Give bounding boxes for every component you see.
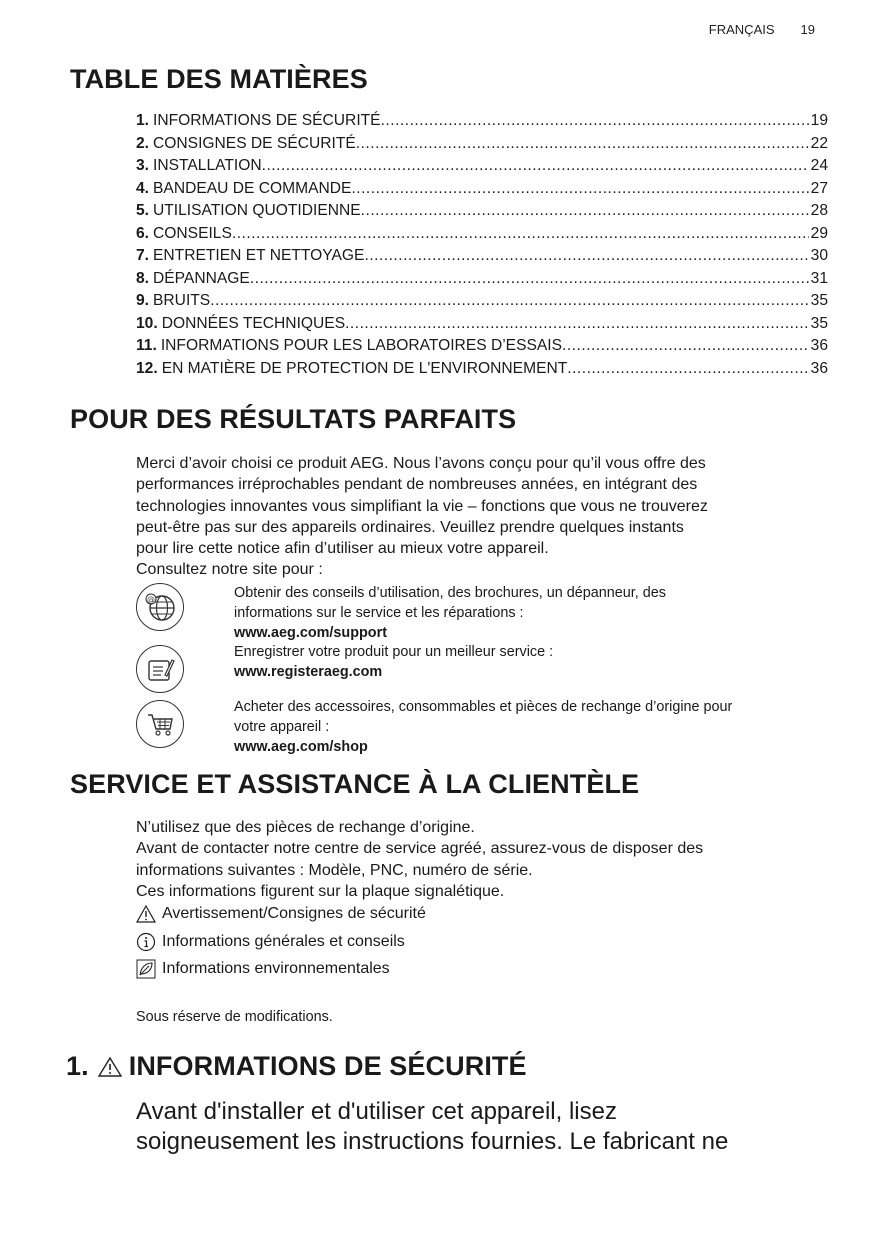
toc-item-label: DONNÉES TECHNIQUES xyxy=(161,314,346,332)
toc-leader xyxy=(210,290,808,313)
toc-item-label: EN MATIÈRE DE PROTECTION DE L'ENVIRONNEMENT xyxy=(161,359,568,377)
toc-leader xyxy=(562,335,809,358)
toc-item-label: ENTRETIEN ET NETTOYAGE xyxy=(153,247,365,264)
modifications-note: Sous réserve de modifications. xyxy=(136,1009,333,1025)
header-language: FRANÇAIS xyxy=(708,22,775,37)
toc-item-number: 4. xyxy=(136,179,150,197)
toc-item-page: 30 xyxy=(810,247,828,264)
toc-leader xyxy=(262,155,809,178)
toc-item-page: 29 xyxy=(810,224,828,242)
toc-item-number: 10. xyxy=(136,314,158,332)
toc-item[interactable] xyxy=(136,155,828,178)
support-text xyxy=(234,583,824,643)
safety-section-label: INFORMATIONS DE SÉCURITÉ xyxy=(128,1051,527,1081)
table-of-contents xyxy=(136,110,828,380)
toc-leader xyxy=(351,178,808,201)
register-text xyxy=(234,642,824,682)
legend-info xyxy=(136,932,405,952)
support-row xyxy=(136,583,826,641)
shop-line-1: Acheter des accessoires, consommables et pièces de rechange d’origine pour xyxy=(234,699,733,715)
intro-line: pour lire cette notice afin d’utiliser au mieux votre appareil. xyxy=(136,540,549,558)
toc-item-page: 36 xyxy=(810,359,828,377)
service-line: informations suivantes : Modèle, PNC, numéro de série. xyxy=(136,861,533,879)
toc-item-number: 11. xyxy=(136,337,157,354)
toc-item-page: 28 xyxy=(810,202,828,219)
toc-item-label: DÉPANNAGE xyxy=(153,269,250,287)
service-line: N’utilisez que des pièces de rechange d’origine. xyxy=(136,819,475,836)
toc-item-page: 35 xyxy=(810,314,828,332)
toc-item[interactable] xyxy=(136,335,828,358)
intro-line: technologies innovantes vous simplifiant la vie – fonctions que vous ne trouverez xyxy=(136,497,708,515)
service-line: Ces informations figurent sur la plaque signalétique. xyxy=(136,882,505,900)
toc-item[interactable] xyxy=(136,358,828,381)
toc-item-page: 36 xyxy=(810,337,828,354)
toc-item[interactable] xyxy=(136,223,828,246)
legend-environment xyxy=(136,959,390,979)
toc-item-number: 6. xyxy=(136,224,150,242)
toc-item-number: 5. xyxy=(136,202,150,219)
toc-item-label: BANDEAU DE COMMANDE xyxy=(153,179,352,197)
register-form-icon xyxy=(136,645,184,693)
toc-item-page: 31 xyxy=(810,269,828,287)
toc-item[interactable] xyxy=(136,133,828,156)
intro-line: Merci d’avoir choisi ce produit AEG. Nous l’avons conçu pour qu’il vous offre des xyxy=(136,455,706,472)
toc-leader xyxy=(361,200,809,223)
toc-item-number: 12. xyxy=(136,359,158,377)
svg-text:@: @ xyxy=(147,595,155,604)
warning-icon xyxy=(97,1056,123,1078)
register-link[interactable]: www.registeraeg.com xyxy=(234,664,383,680)
safety-intro xyxy=(136,1097,836,1157)
toc-item-number: 7. xyxy=(136,247,150,264)
toc-item[interactable] xyxy=(136,200,828,223)
toc-leader xyxy=(345,313,809,336)
toc-item[interactable] xyxy=(136,245,828,268)
safety-line: Avant d'installer et d'utiliser cet appareil, lisez xyxy=(136,1098,617,1125)
page-header xyxy=(709,22,815,37)
toc-item-label: INFORMATIONS POUR LES LABORATOIRES D’ESSAIS xyxy=(160,337,563,354)
support-link[interactable]: www.aeg.com/support xyxy=(234,625,387,641)
legend-environment-label: Informations environnementales xyxy=(162,960,390,977)
toc-leader xyxy=(356,133,809,156)
toc-leader xyxy=(381,110,809,133)
results-intro xyxy=(136,453,826,581)
service-intro xyxy=(136,817,826,902)
legend-warning xyxy=(136,905,426,923)
legend-warning-label: Avertissement/Consignes de sécurité xyxy=(162,905,426,922)
safety-section-number: 1. xyxy=(66,1051,89,1081)
shop-text xyxy=(234,697,824,757)
toc-leader xyxy=(364,245,808,268)
globe-icon xyxy=(136,583,184,631)
safety-section-title xyxy=(66,1051,527,1082)
toc-leader xyxy=(567,358,808,381)
register-row xyxy=(136,645,826,693)
toc-item-label: UTILISATION QUOTIDIENNE xyxy=(153,202,361,219)
toc-item-number: 9. xyxy=(136,292,150,309)
warning-icon xyxy=(136,905,156,923)
shop-row xyxy=(136,699,826,755)
toc-item-page: 19 xyxy=(810,112,828,129)
toc-item-label: CONSIGNES DE SÉCURITÉ xyxy=(153,134,356,152)
toc-item-page: 35 xyxy=(810,292,828,309)
support-line-2: informations sur le service et les réparations : xyxy=(234,605,524,621)
toc-item[interactable] xyxy=(136,290,828,313)
toc-item-page: 24 xyxy=(810,157,828,174)
register-line-1: Enregistrer votre produit pour un meilleur service : xyxy=(234,644,554,660)
toc-item-page: 22 xyxy=(810,134,828,152)
toc-item-number: 8. xyxy=(136,269,150,287)
service-line: Avant de contacter notre centre de service agréé, assurez-vous de disposer des xyxy=(136,840,704,858)
toc-item[interactable] xyxy=(136,110,828,133)
service-section-title: SERVICE ET ASSISTANCE À LA CLIENTÈLE xyxy=(70,769,640,799)
safety-line: soigneusement les instructions fournies. Le fabricant ne xyxy=(136,1128,729,1155)
shop-link[interactable]: www.aeg.com/shop xyxy=(234,739,368,755)
info-icon xyxy=(136,932,156,952)
support-line-1: Obtenir des conseils d’utilisation, des brochures, un dépanneur, des xyxy=(234,585,666,601)
toc-item-number: 3. xyxy=(136,157,150,174)
shop-line-2: votre appareil : xyxy=(234,719,330,735)
toc-item-label: INFORMATIONS DE SÉCURITÉ xyxy=(153,112,381,129)
toc-item[interactable] xyxy=(136,178,828,201)
toc-leader xyxy=(250,268,809,291)
toc-item[interactable] xyxy=(136,313,828,336)
toc-title: TABLE DES MATIÈRES xyxy=(70,64,368,94)
results-section-title: POUR DES RÉSULTATS PARFAITS xyxy=(70,404,517,434)
intro-line: peut-être pas sur des appareils ordinaires. Veuillez prendre quelques instants xyxy=(136,518,684,536)
legend-info-label: Informations générales et conseils xyxy=(162,933,405,950)
toc-item-number: 2. xyxy=(136,134,150,152)
toc-item-label: CONSEILS xyxy=(153,224,232,242)
toc-item[interactable] xyxy=(136,268,828,291)
page-number: 19 xyxy=(800,22,815,37)
toc-item-number: 1. xyxy=(136,112,150,129)
intro-line: performances irréprochables pendant de nombreuses années, en intégrant des xyxy=(136,476,698,494)
toc-item-label: BRUITS xyxy=(153,292,211,309)
toc-item-label: INSTALLATION xyxy=(153,157,262,174)
toc-item-page: 27 xyxy=(810,179,828,197)
leaf-icon xyxy=(136,959,156,979)
intro-line: Consultez notre site pour : xyxy=(136,561,323,579)
toc-leader xyxy=(232,223,809,246)
shopping-cart-icon xyxy=(136,700,184,748)
